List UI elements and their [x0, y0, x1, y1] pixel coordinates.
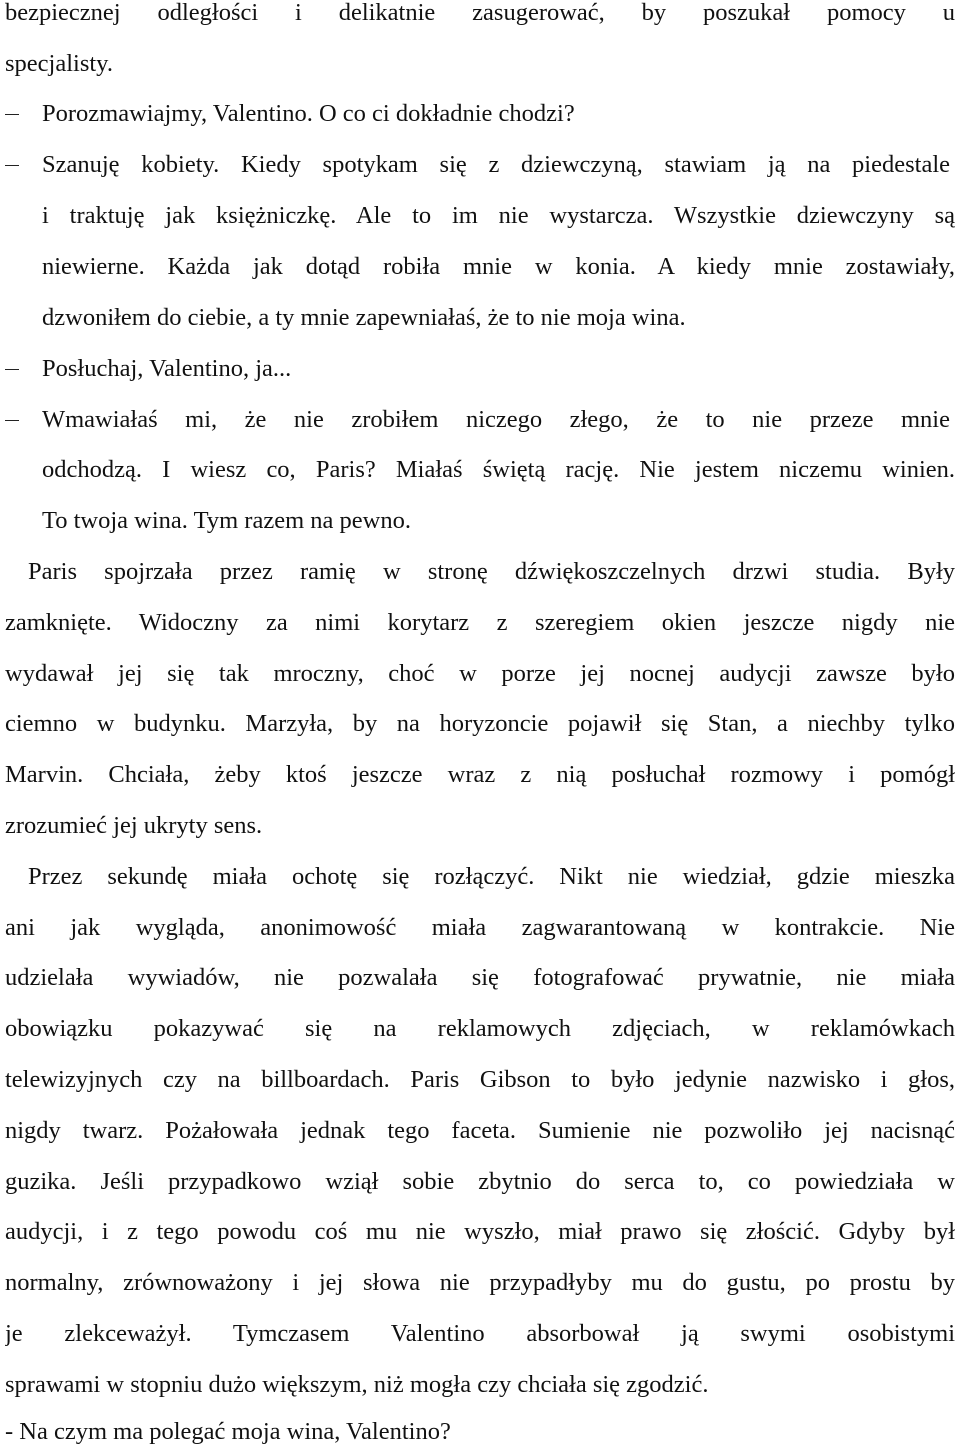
dialogue-line: Posłuchaj, Valentino, ja...: [0, 352, 955, 386]
paragraph-first-line: Przez sekundę miała ochotę się rozłączyć. Nikt nie wiedział, gdzie mieszka: [28, 863, 955, 890]
text-line: niewierne. Każda jak dotąd robiła mnie w konia. A kiedy mnie zostawiały,: [42, 253, 955, 280]
text-line: wydawał jej się tak mroczny, choć w porze jej nocnej audycji zawsze było: [5, 660, 955, 687]
text-line: ciemno w budynku. Marzyła, by na horyzoncie pojawił się Stan, a niechby tylko: [5, 710, 955, 737]
text-line: i traktuję jak księżniczkę. Ale to im nie wystarcza. Wszystkie dziewczyny są: [42, 202, 955, 229]
text-line: specjalisty.: [5, 50, 113, 77]
text-line: dzwoniłem do ciebie, a ty mnie zapewniałaś, że to nie moja wina.: [42, 304, 686, 331]
text-line: nigdy twarz. Pożałowała jednak tego faceta. Sumienie nie pozwoliło jej nacisnąć: [5, 1117, 955, 1144]
text-line: To twoja wina. Tym razem na pewno.: [42, 507, 411, 534]
text-line: zamknięte. Widoczny za nimi korytarz z szeregiem okien jeszcze nigdy nie: [5, 609, 955, 636]
dialogue-line: Porozmawiajmy, Valentino. O co ci dokładnie chodzi?: [0, 97, 955, 131]
text-line: guzika. Jeśli przypadkowo wziął sobie zbytnio do serca to, co powiedziała w: [5, 1168, 955, 1195]
paragraph-first-line: Paris spojrzała przez ramię w stronę dźwiękoszczelnych drzwi studia. Były: [28, 558, 955, 585]
text-line: bezpiecznej odległości i delikatnie zasugerować, by poszukał pomocy u: [5, 0, 955, 26]
dialogue-dash: [5, 420, 19, 421]
dialogue-line: Wmawiałaś mi, że nie zrobiłem niczego złego, że to nie przeze mnie: [0, 403, 955, 437]
text-line: ani jak wygląda, anonimowość miała zagwarantowaną w kontrakcie. Nie: [5, 914, 955, 941]
text-line: Marvin. Chciała, żeby ktoś jeszcze wraz z nią posłuchał rozmowy i pomógł: [5, 761, 955, 788]
text-line: odchodzą. I wiesz co, Paris? Miałaś świętą rację. Nie jestem niczemu winien.: [42, 456, 955, 483]
text-line: udzielała wywiadów, nie pozwalała się fotografować prywatnie, nie miała: [5, 964, 955, 991]
text-line: zrozumieć jej ukryty sens.: [5, 812, 263, 839]
dialogue-line: Szanuję kobiety. Kiedy spotykam się z dziewczyną, stawiam ją na piedestale: [0, 148, 955, 182]
text-line: je zlekceważył. Tymczasem Valentino absorbował ją swymi osobistymi: [5, 1320, 955, 1347]
text-line: audycji, i z tego powodu coś mu nie wyszło, miał prawo się złościć. Gdyby był: [5, 1218, 955, 1245]
text-line: normalny, zrównoważony i jej słowa nie przypadłyby mu do gustu, po prostu by: [5, 1269, 955, 1296]
text-line: obowiązku pokazywać się na reklamowych zdjęciach, w reklamówkach: [5, 1015, 955, 1042]
dialogue-dash: [5, 114, 19, 115]
text-line: sprawami w stopniu dużo większym, niż mogła czy chciała się zgodzić.: [5, 1371, 709, 1398]
dialogue-dash: [5, 165, 19, 166]
dialogue-dash: [5, 369, 19, 370]
text-line: telewizyjnych czy na billboardach. Paris Gibson to było jedynie nazwisko i głos,: [5, 1066, 955, 1093]
text-line: - Na czym ma polegać moja wina, Valentino?: [5, 1418, 451, 1445]
